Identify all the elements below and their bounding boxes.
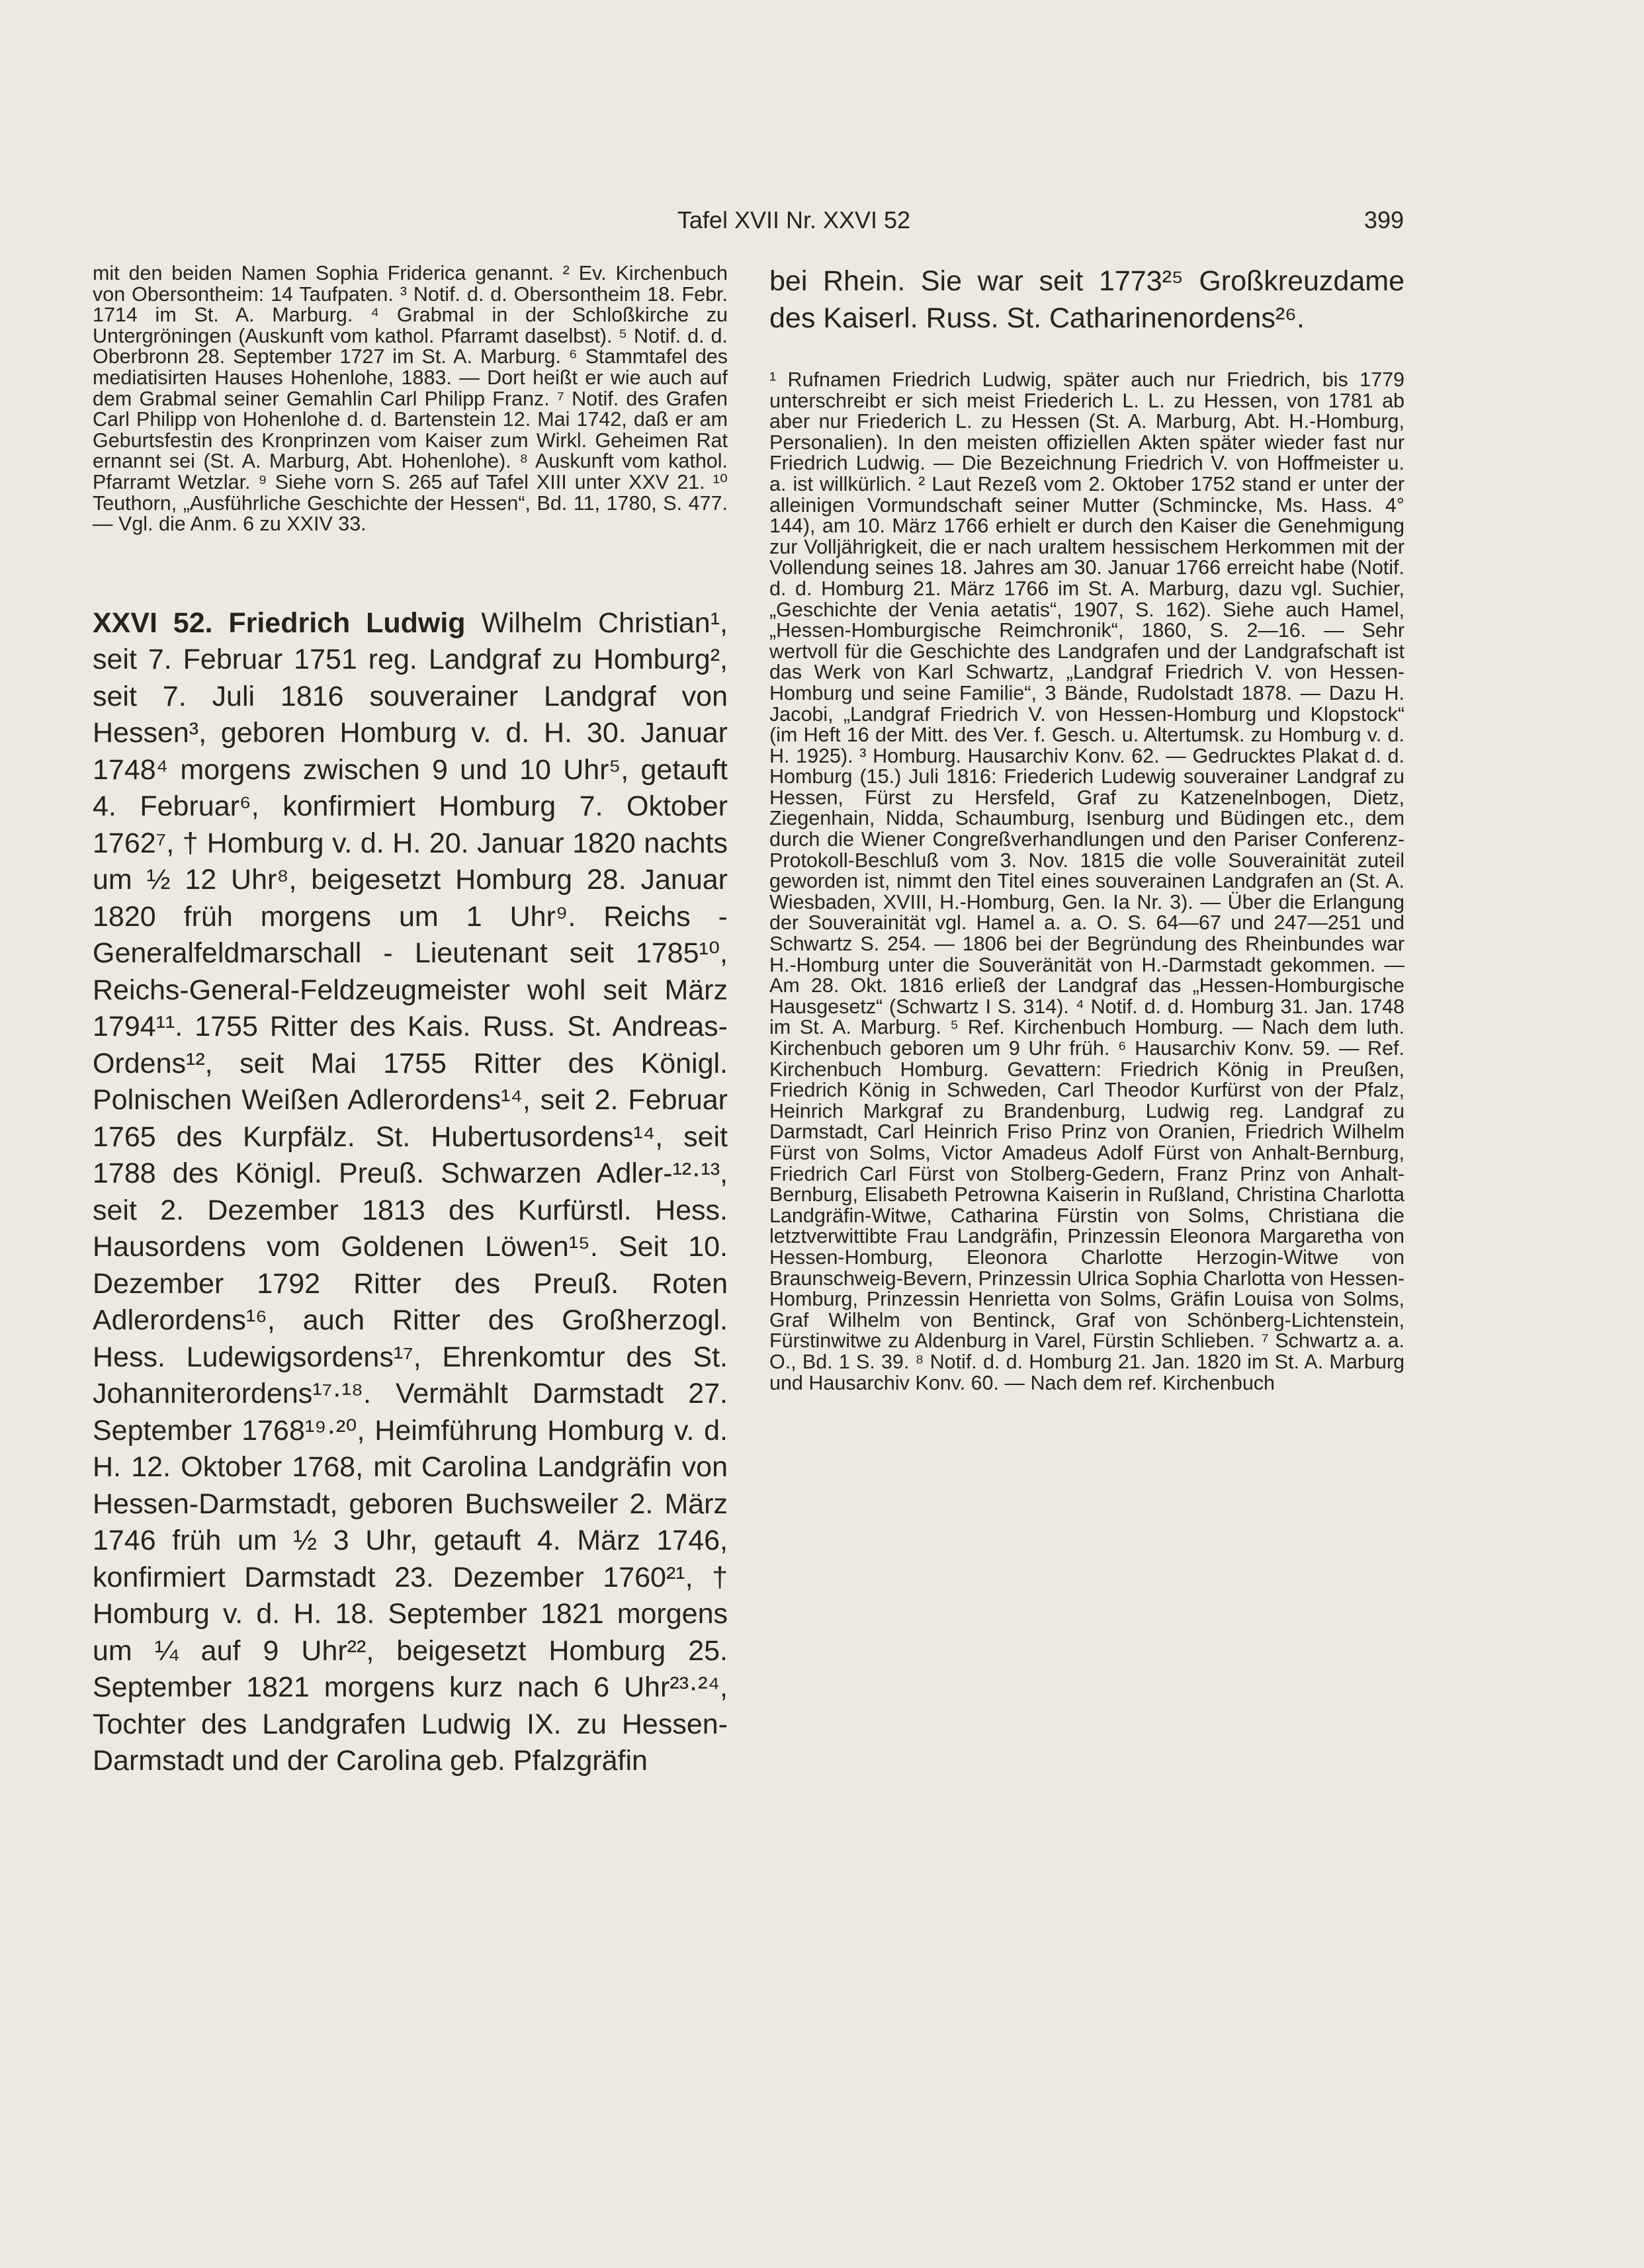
- left-footnotes-continued: mit den beiden Namen Sophia Friderica genannt. ² Ev. Kirchenbuch von Obersontheim: 14 Taufpaten. ³ Notif. d. d. Obersontheim 18. Febr. 1714 im St. A. Marburg. ⁴ Grabmal in der Schloßkirche zu Untergröningen (Auskunft vom kathol. Pfarramt daselbst). ⁵ Notif. d. d. Oberbronn 28. September 1727 im St. A. Marburg. ⁶ Stammtafel des mediatisirten Hauses Hohenlohe, 1883. — Dort heißt er wie auch auf dem Grabmal seiner Gemahlin Carl Philipp Franz. ⁷ Notif. des Grafen Carl Philipp von Hohenlohe d. d. Bartenstein 12. Mai 1742, daß er am Geburtsfestin des Kronprinzen vom Kaiser zum Wirkl. Geheimen Rat ernannt sei (St. A. Marburg, Abt. Hohenlohe). ⁸ Auskunft vom kathol. Pfarramt Wetzlar. ⁹ Siehe vorn S. 265 auf Tafel XIII unter XXV 21. ¹⁰ Teuthorn, „Ausführliche Geschichte der Hessen“, Bd. 11, 1780, S. 477. — Vgl. die Anm. 6 zu XXIV 33.: [93, 262, 728, 536]
- entry-heading: XXVI 52. Friedrich Ludwig: [93, 607, 466, 639]
- right-column: [769, 263, 1405, 1394]
- genealogy-entry-xxvi-52: [93, 605, 728, 1780]
- left-column: [93, 263, 728, 1780]
- header-title: Tafel XVII Nr. XXVI 52: [677, 206, 911, 233]
- running-header: [93, 206, 1404, 238]
- right-footnotes: ¹ Rufnamen Friedrich Ludwig, später auch nur Friedrich, bis 1779 unterschreibt er sich meist Friederich L. L. zu Hessen, von 1781 ab aber nur Friederich L. zu Hessen (St. A. Marburg, Abt. H.-Homburg, Personalien). In den meisten offiziellen Akten später wieder fast nur Friedrich Ludwig. — Die Bezeichnung Friedrich V. von Hoffmeister u. a. ist willkürlich. ² Laut Rezeß vom 2. Oktober 1752 stand er unter der alleinigen Vormundschaft seiner Mutter (Schmincke, Ms. Hass. 4° 144), am 10. März 1766 erhielt er durch den Kaiser die Genehmigung zur Volljährigkeit, die er nach uraltem hessischem Herkommen mit der Vollendung seines 18. Jahres am 30. Januar 1766 erreicht habe (Notif. d. d. Homburg 21. März 1766 im St. A. Marburg, dazu vgl. Suchier, „Geschichte der Venia aetatis“, 1907, S. 162). Siehe auch Hamel, „Hessen-Homburgische Reimchronik“, 1860, S. 2—16. — Sehr wertvoll für die Geschichte des Landgrafen und der Landgrafschaft ist das Werk von Karl Schwartz, „Landgraf Friedrich V. von Hessen-Homburg und seine Familie“, 3 Bände, Rudolstadt 1878. — Dazu H. Jacobi, „Landgraf Friedrich V. von Hessen-Homburg und Klopstock“ (im Heft 16 der Mitt. des Ver. f. Gesch. u. Altertumsk. zu Homburg v. d. H. 1925). ³ Homburg. Hausarchiv Konv. 62. — Gedrucktes Plakat d. d. Homburg (15.) Juli 1816: Friederich Ludewig souverainer Landgraf zu Hessen, Fürst zu Hersfeld, Graf zu Katzenelnbogen, Dietz, Ziegenhain, Nidda, Schaumburg, Isenburg und Büdingen etc., dem durch die Wiener Congreßverhandlungen und den Pariser Conferenz-Protokoll-Beschluß vom 3. Nov. 1815 die volle Souverainität zuteil geworden ist, nimmt den Titel eines souverainen Landgrafen an (St. A. Wiesbaden, XVIII, H.-Homburg, Gen. Ia Nr. 3). — Über die Erlangung der Souverainität vgl. Hamel a. a. O. S. 64—67 und 247—251 und Schwartz S. 254. — 1806 bei der Begründung des Rheinbundes war H.-Homburg unter die Souveränität von H.-Darmstadt gekommen. — Am 28. Okt. 1816 erließ der Landgraf das „Hessen-Homburgische Hausgesetz“ (Schwartz I S. 314). ⁴ Notif. d. d. Homburg 31. Jan. 1748 im St. A. Marburg. ⁵ Ref. Kirchenbuch Homburg. — Nach dem luth. Kirchenbuch geboren um 9 Uhr früh. ⁶ Hausarchiv Konv. 59. — Ref. Kirchenbuch Homburg. Gevattern: Friedrich König in Preußen, Friedrich König in Schweden, Carl Theodor Kurfürst von der Pfalz, Heinrich Markgraf zu Brandenburg, Ludwig reg. Landgraf zu Darmstadt, Carl Heinrich Friso Prinz von Oranien, Friedrich Wilhelm Fürst von Solms, Victor Amadeus Adolf Fürst von Anhalt-Bernburg, Friedrich Carl Fürst von Stolberg-Gedern, Franz Prinz von Anhalt-Bernburg, Elisabeth Petrowna Kaiserin in Rußland, Christina Charlotta Landgräfin-Witwe, Catharina Fürstin von Solms, Christiana die letztverwittibte Frau Landgräfin, Prinzessin Eleonora Margaretha von Hessen-Homburg, Eleonora Charlotte Herzogin-Witwe von Braunschweig-Bevern, Prinzessin Ulrica Sophia Charlotta von Hessen-Homburg, Prinzessin Henrietta von Solms, Gräfin Louisa von Solms, Graf Wilhelm von Bentinck, Graf von Schönberg-Lichtenstein, Fürstinwitwe zu Aldenburg in Varel, Fürstin Schlieben. ⁷ Schwartz a. a. O., Bd. 1 S. 39. ⁸ Notif. d. d. Homburg 21. Jan. 1820 im St. A. Marburg und Hausarchiv Konv. 60. — Nach dem ref. Kirchenbuch: [769, 368, 1405, 1394]
- entry-text: Wilhelm Christian¹, seit 7. Februar 1751 reg. Landgraf zu Homburg², seit 7. Juli 1816 souverainer Landgraf von Hessen³, geboren Homburg v. d. H. 30. Januar 1748⁴ morgens zwischen 9 und 10 Uhr⁵, getauft 4. Februar⁶, konfirmiert Homburg 7. Oktober 1762⁷, † Homburg v. d. H. 20. Januar 1820 nachts um ½ 12 Uhr⁸, beigesetzt Homburg 28. Januar 1820 früh morgens um 1 Uhr⁹. Reichs - Generalfeldmarschall - Lieutenant seit 1785¹⁰, Reichs-General-Feldzeugmeister wohl seit März 1794¹¹. 1755 Ritter des Kais. Russ. St. Andreas-Ordens¹², seit Mai 1755 Ritter des Königl. Polnischen Weißen Adlerordens¹⁴, seit 2. Februar 1765 des Kurpfälz. St. Hubertusordens¹⁴, seit 1788 des Königl. Preuß. Schwarzen Adler-¹²·¹³, seit 2. Dezember 1813 des Kurfürstl. Hess. Hausordens vom Goldenen Löwen¹⁵. Seit 10. Dezember 1792 Ritter des Preuß. Roten Adlerordens¹⁶, auch Ritter des Großherzogl. Hess. Ludewigsordens¹⁷, Ehrenkomtur des St. Johanniterordens¹⁷·¹⁸. Vermählt Darmstadt 27. September 1768¹⁹·²⁰, Heimführung Homburg v. d. H. 12. Oktober 1768, mit Carolina Landgräfin von Hessen-Darmstadt, geboren Buchsweiler 2. März 1746 früh um ½ 3 Uhr, getauft 4. März 1746, konfirmiert Darmstadt 23. Dezember 1760²¹, † Homburg v. d. H. 18. September 1821 morgens um ¼ auf 9 Uhr²², beigesetzt Homburg 25. September 1821 morgens kurz nach 6 Uhr²³·²⁴, Tochter des Landgrafen Ludwig IX. zu Hessen-Darmstadt und der Carolina geb. Pfalzgräfin: [93, 607, 728, 1777]
- entry-continuation: bei Rhein. Sie war seit 1773²⁵ Großkreuzdame des Kaiserl. Russ. St. Catharinenordens²⁶.: [769, 265, 1405, 334]
- page-number: 399: [1363, 206, 1404, 233]
